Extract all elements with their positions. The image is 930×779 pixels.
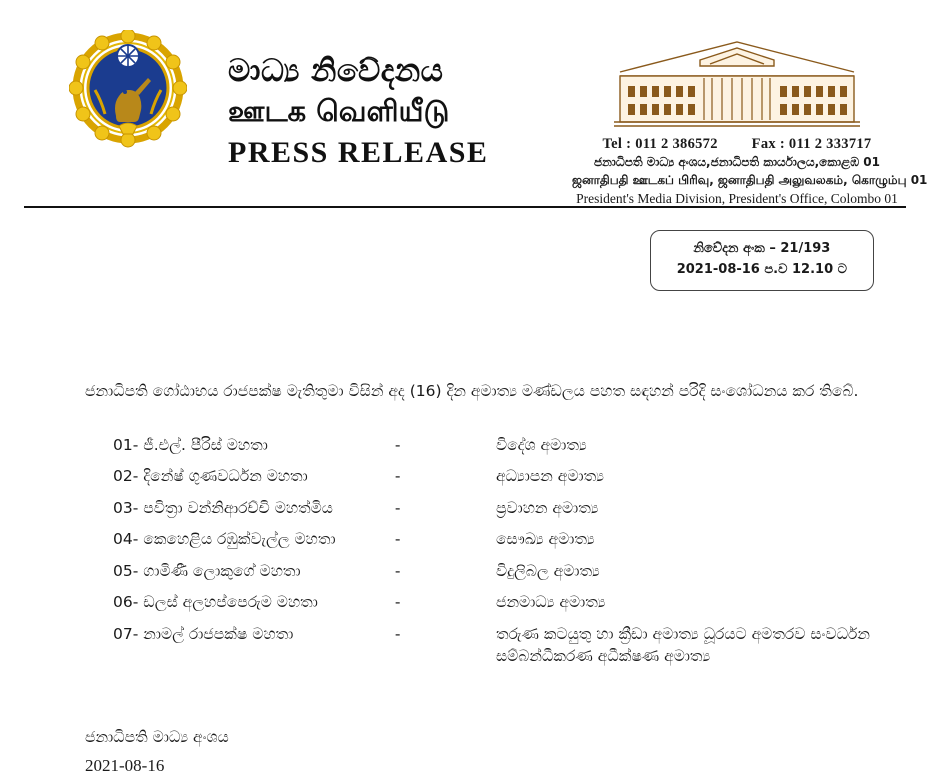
appointment-person: ජී.එල්. පීරිස් මහතා	[143, 435, 268, 454]
appointment-person: නාමල් රාජපක්ෂ මහතා	[143, 624, 294, 643]
presidents-office-building-icon	[612, 38, 862, 130]
appointment-name	[113, 555, 395, 586]
appointment-dash: -	[394, 593, 401, 612]
telephone-fax-line	[572, 136, 902, 153]
appointment-dash: -	[394, 530, 401, 549]
document-body	[0, 291, 930, 672]
document-header	[0, 0, 930, 206]
title-english: PRESS RELEASE	[228, 136, 489, 170]
intro-paragraph: ජනාධිපති ගෝඨාභය රාජපක්ෂ මැතිතුමා විසින් අද (16) දින අමාත්‍ය මණ්ඩලය පහත සඳහන් පරිදි සංශෝධනය කර තිබේ.	[85, 382, 859, 401]
reference-row	[0, 208, 930, 291]
table-row	[113, 429, 870, 460]
reference-box	[650, 230, 874, 291]
appointment-portfolio: තරුණ කටයුතු හා ක්‍රීඩා අමාත්‍ය ධූරයට අමතරව සංවර්ධන සම්බන්ධීකරණ අධීක්ෂණ අමාත්‍ය	[495, 624, 871, 665]
appointment-portfolio: විදේශ අමාත්‍ය	[495, 435, 587, 454]
appointment-portfolio: විදුලිබල අමාත්‍ය	[495, 561, 600, 580]
appointment-number: 03-	[113, 498, 139, 517]
fax-value: : 011 2 333717	[779, 136, 872, 152]
appointment-name	[113, 429, 395, 460]
title-block	[228, 22, 488, 170]
address-sinhala: ජනාධිපති මාධ්‍ය අංශය,ජනාධිපති කාර්යාලය,කොළඹ 01	[594, 155, 880, 169]
appointment-portfolio: අධ්‍යාපන අමාත්‍ය	[495, 467, 604, 486]
appointment-person: දිනේෂ් ගුණවර්ධන මහතා	[143, 467, 308, 486]
sri-lanka-national-emblem-icon	[69, 30, 187, 158]
appointment-dash: -	[394, 624, 401, 643]
appointment-person: ඩලස් අලහප්පෙරුම මහතා	[143, 593, 318, 612]
table-row	[113, 461, 870, 492]
appointment-portfolio: ජනමාධ්‍ය අමාත්‍ය	[495, 593, 606, 612]
appointment-dash: -	[394, 435, 401, 454]
appointment-number: 07-	[113, 624, 139, 643]
table-row	[113, 524, 870, 555]
footer-date: 2021-08-16	[85, 755, 165, 775]
address-tamil: ஜனாதிபதி ஊடகப் பிரிவு, ஜனாதிபதி அலுவலகம், கொழும்பு 01	[572, 173, 928, 187]
reference-number: නිවේදන අංක – 21/193	[693, 241, 831, 256]
appointment-dash: -	[394, 561, 401, 580]
contact-block	[572, 22, 928, 209]
appointments-table	[113, 429, 870, 672]
appointment-number: 02-	[113, 467, 139, 486]
table-row	[113, 587, 870, 618]
appointment-name	[113, 618, 395, 672]
appointment-name	[113, 492, 395, 523]
appointment-person: පවිත්‍රා වන්නිආරච්චි මහත්මිය	[143, 498, 333, 517]
appointment-dash: -	[394, 467, 401, 486]
tel-label: Tel	[602, 136, 623, 152]
appointment-number: 04-	[113, 530, 139, 549]
appointment-portfolio: ප්‍රවාහන අමාත්‍ය	[495, 498, 599, 517]
emblem-container	[28, 22, 228, 158]
table-row	[113, 618, 870, 672]
table-row	[113, 555, 870, 586]
appointment-name	[113, 461, 395, 492]
appointment-person: කෙහෙළිය රඹුක්වැල්ල මහතා	[143, 530, 336, 549]
appointment-name	[113, 587, 395, 618]
appointment-number: 05-	[113, 561, 139, 580]
appointment-name	[113, 524, 395, 555]
appointment-dash: -	[394, 498, 401, 517]
title-sinhala: මාධ්‍ය නිවේදනය	[228, 53, 444, 89]
table-row	[113, 492, 870, 523]
address-english: President's Media Division, President's Office, Colombo 01	[576, 191, 898, 206]
title-tamil: ஊடக வெளியீடு	[228, 93, 450, 128]
footer-issuer: ජනාධිපති මාධ්‍ය අංශය	[85, 727, 229, 746]
appointment-person: ගාමිණී ලොකුගේ මහතා	[143, 561, 301, 580]
reference-datetime: 2021-08-16 ප.ව 12.10 ට	[676, 261, 847, 277]
appointment-number: 01-	[113, 435, 139, 454]
appointment-number: 06-	[113, 593, 139, 612]
fax-label: Fax	[751, 136, 776, 152]
appointment-portfolio: සෞඛ්‍ය අමාත්‍ය	[495, 530, 595, 549]
document-footer	[0, 672, 930, 779]
tel-value: : 011 2 386572	[626, 136, 718, 152]
